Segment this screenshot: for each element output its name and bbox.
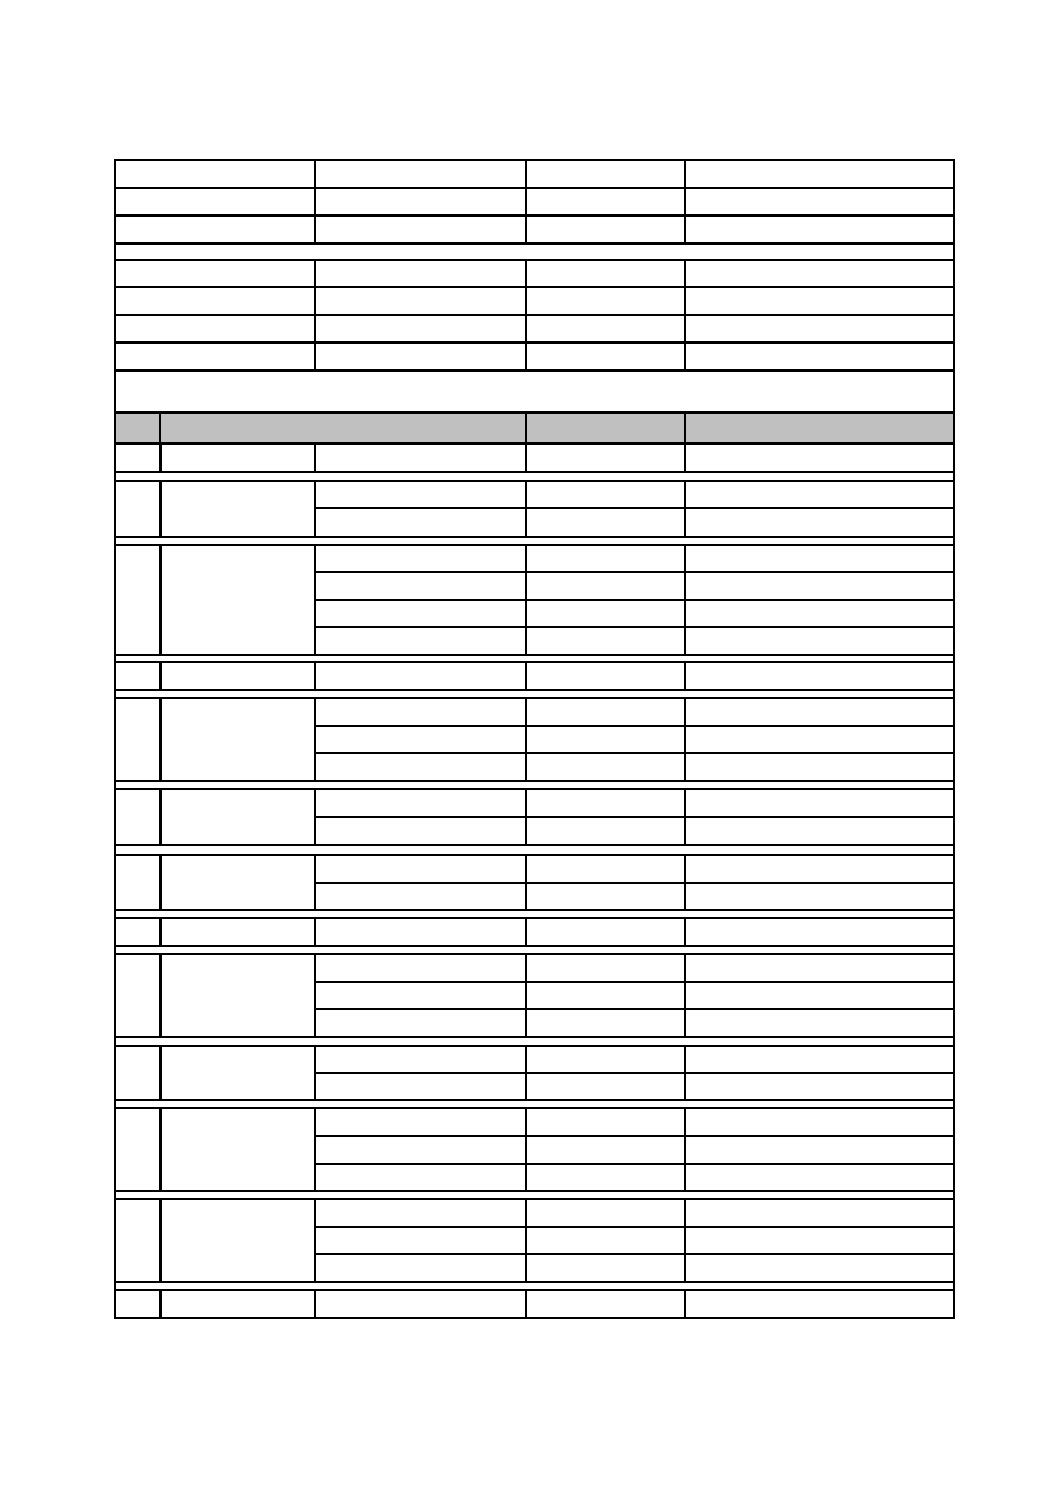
- info-label: [114, 188, 315, 215]
- value-cell: [526, 817, 685, 845]
- grid-line: [114, 544, 955, 546]
- detail-cell: [315, 1290, 526, 1317]
- row-number: [114, 1046, 160, 1100]
- remark-cell: [685, 1136, 955, 1164]
- value-cell: [526, 508, 685, 537]
- grid-line: [684, 954, 686, 1037]
- detail-cell: [315, 1199, 526, 1227]
- grid-line: [114, 844, 955, 846]
- detail-cell: [315, 1108, 526, 1136]
- detail-cell: [315, 883, 526, 910]
- item-name: [160, 789, 315, 845]
- grid-line: [684, 698, 686, 781]
- header-item: [160, 412, 526, 443]
- grid-line: [314, 159, 316, 243]
- grid-line: [114, 788, 955, 790]
- grid-line: [525, 444, 527, 472]
- grid-line: [314, 954, 316, 1037]
- grid-line: [314, 1046, 316, 1100]
- grid-line: [159, 662, 162, 690]
- value-cell: [526, 600, 685, 627]
- grid-line: [114, 443, 955, 445]
- grid-line: [684, 1199, 686, 1282]
- grid-line: [525, 698, 527, 781]
- detail-cell: [315, 789, 526, 817]
- grid-line: [525, 918, 527, 946]
- grid-line: [114, 1107, 955, 1109]
- grid-line: [315, 981, 955, 983]
- info-label: [526, 260, 685, 287]
- value-cell: [526, 1136, 685, 1164]
- value-cell: [526, 444, 685, 472]
- grid-line: [315, 725, 955, 727]
- value-cell: [526, 918, 685, 946]
- detail-cell: [315, 855, 526, 883]
- grid-line: [114, 411, 955, 414]
- remark-cell: [685, 1009, 955, 1037]
- grid-line: [159, 1108, 162, 1191]
- grid-line: [684, 1290, 686, 1317]
- grid-line: [159, 1046, 162, 1100]
- header-no: [114, 412, 160, 443]
- grid-line: [114, 1045, 955, 1047]
- grid-line: [159, 1199, 162, 1282]
- value-cell: [526, 753, 685, 781]
- grid-line: [114, 1036, 955, 1038]
- grid-line: [114, 953, 955, 955]
- grid-line: [114, 661, 955, 663]
- value-cell: [526, 1073, 685, 1100]
- remark-cell: [685, 600, 955, 627]
- grid-line: [315, 752, 955, 754]
- row-number: [114, 481, 160, 537]
- remark-cell: [685, 753, 955, 781]
- detail-cell: [315, 481, 526, 508]
- info-label: [114, 342, 315, 370]
- grid-line: [315, 507, 955, 509]
- info-label: [114, 287, 315, 315]
- remark-cell: [685, 855, 955, 883]
- value-cell: [526, 545, 685, 572]
- note-area: [114, 370, 955, 412]
- remark-cell: [685, 918, 955, 946]
- detail-cell: [315, 1046, 526, 1073]
- grid-line: [314, 789, 316, 845]
- info-value: [685, 161, 955, 188]
- grid-line: [684, 545, 686, 655]
- item-name: [160, 1199, 315, 1282]
- info-value: [315, 287, 526, 315]
- info-label: [526, 342, 685, 370]
- grid-line: [525, 412, 527, 443]
- grid-line: [315, 626, 955, 628]
- grid-line: [315, 599, 955, 601]
- detail-cell: [315, 545, 526, 572]
- info-value: [685, 342, 955, 370]
- info-value: [315, 260, 526, 287]
- detail-cell: [315, 954, 526, 982]
- grid-line: [114, 286, 955, 288]
- remark-cell: [685, 789, 955, 817]
- grid-line: [315, 1072, 955, 1074]
- detail-cell: [315, 1136, 526, 1164]
- detail-cell: [315, 982, 526, 1009]
- grid-line: [159, 481, 162, 537]
- detail-cell: [315, 817, 526, 845]
- remark-cell: [685, 545, 955, 572]
- grid-line: [114, 1099, 955, 1101]
- detail-cell: [315, 508, 526, 537]
- grid-line: [159, 855, 162, 910]
- remark-cell: [685, 1199, 955, 1227]
- remark-cell: [685, 1227, 955, 1254]
- detail-cell: [315, 918, 526, 946]
- item-name: [160, 1290, 315, 1317]
- value-cell: [526, 627, 685, 655]
- item-name: [160, 1046, 315, 1100]
- grid-line: [159, 444, 162, 472]
- remark-cell: [685, 1073, 955, 1100]
- grid-line: [525, 1290, 527, 1317]
- grid-line: [525, 1046, 527, 1100]
- info-label: [526, 161, 685, 188]
- header-col3: [526, 412, 685, 443]
- item-name: [160, 855, 315, 910]
- detail-cell: [315, 1073, 526, 1100]
- detail-cell: [315, 1227, 526, 1254]
- grid-line: [114, 854, 955, 856]
- grid-line: [114, 654, 955, 656]
- detail-cell: [315, 572, 526, 600]
- grid-line: [684, 444, 686, 472]
- grid-line: [159, 954, 162, 1037]
- remark-cell: [685, 662, 955, 690]
- value-cell: [526, 726, 685, 753]
- remark-cell: [685, 627, 955, 655]
- value-cell: [526, 1199, 685, 1227]
- remark-cell: [685, 726, 955, 753]
- grid-line: [684, 789, 686, 845]
- info-value: [685, 287, 955, 315]
- grid-line: [314, 545, 316, 655]
- grid-line: [114, 187, 955, 189]
- info-label: [526, 315, 685, 342]
- grid-line: [684, 1108, 686, 1191]
- info-label: [526, 287, 685, 315]
- value-cell: [526, 698, 685, 726]
- grid-line: [159, 698, 162, 781]
- value-cell: [526, 572, 685, 600]
- value-cell: [526, 1290, 685, 1317]
- detail-cell: [315, 444, 526, 472]
- value-cell: [526, 481, 685, 508]
- grid-line: [525, 260, 527, 370]
- grid-line: [525, 159, 527, 243]
- grid-line: [315, 1135, 955, 1137]
- item-name: [160, 954, 315, 1037]
- remark-cell: [685, 1254, 955, 1282]
- grid-line: [314, 1199, 316, 1282]
- grid-line: [114, 314, 955, 316]
- grid-line: [114, 697, 955, 699]
- grid-line: [525, 789, 527, 845]
- row-number: [114, 1199, 160, 1282]
- value-cell: [526, 982, 685, 1009]
- info-label: [526, 188, 685, 215]
- grid-line: [314, 662, 316, 690]
- grid-line: [684, 1046, 686, 1100]
- spacer-row: [114, 243, 955, 260]
- info-label: [114, 315, 315, 342]
- detail-cell: [315, 1254, 526, 1282]
- grid-line: [315, 1253, 955, 1255]
- grid-line: [114, 242, 955, 245]
- grid-line: [525, 954, 527, 1037]
- grid-line: [314, 260, 316, 370]
- grid-line: [114, 1190, 955, 1192]
- value-cell: [526, 662, 685, 690]
- value-cell: [526, 1009, 685, 1037]
- info-value: [315, 315, 526, 342]
- info-value: [315, 188, 526, 215]
- row-number: [114, 698, 160, 781]
- grid-line: [684, 662, 686, 690]
- grid-line: [114, 471, 955, 473]
- value-cell: [526, 954, 685, 982]
- grid-line: [314, 481, 316, 537]
- grid-line: [314, 855, 316, 910]
- grid-line: [114, 780, 955, 782]
- grid-line: [159, 918, 162, 946]
- info-label: [114, 260, 315, 287]
- detail-cell: [315, 600, 526, 627]
- remark-cell: [685, 481, 955, 508]
- info-value: [685, 260, 955, 287]
- remark-cell: [685, 982, 955, 1009]
- grid-line: [525, 1199, 527, 1282]
- remark-cell: [685, 572, 955, 600]
- grid-line: [315, 1163, 955, 1165]
- grid-line: [525, 855, 527, 910]
- grid-line: [684, 159, 686, 243]
- row-number: [114, 662, 160, 690]
- grid-line: [314, 698, 316, 781]
- remark-cell: [685, 954, 955, 982]
- detail-cell: [315, 1164, 526, 1191]
- value-cell: [526, 883, 685, 910]
- value-cell: [526, 1164, 685, 1191]
- remark-cell: [685, 817, 955, 845]
- row-number: [114, 545, 160, 655]
- info-value: [315, 342, 526, 370]
- grid-line: [114, 1198, 955, 1200]
- row-number: [114, 918, 160, 946]
- grid-line: [114, 1289, 955, 1291]
- grid-line: [315, 1226, 955, 1228]
- grid-line: [314, 1108, 316, 1191]
- grid-line: [159, 789, 162, 845]
- grid-line: [315, 1008, 955, 1010]
- detail-cell: [315, 1009, 526, 1037]
- row-number: [114, 954, 160, 1037]
- item-name: [160, 545, 315, 655]
- grid-line: [315, 816, 955, 818]
- row-number: [114, 1290, 160, 1317]
- remark-cell: [685, 883, 955, 910]
- item-name: [160, 481, 315, 537]
- grid-line: [684, 918, 686, 946]
- grid-line: [114, 1281, 955, 1283]
- grid-line: [114, 917, 955, 919]
- grid-line: [684, 260, 686, 370]
- item-name: [160, 1108, 315, 1191]
- info-value: [685, 188, 955, 215]
- value-cell: [526, 855, 685, 883]
- grid-line: [159, 412, 161, 443]
- row-number: [114, 1108, 160, 1191]
- remark-cell: [685, 444, 955, 472]
- remark-cell: [685, 508, 955, 537]
- grid-line: [525, 662, 527, 690]
- row-number: [114, 855, 160, 910]
- grid-line: [114, 536, 955, 538]
- detail-cell: [315, 627, 526, 655]
- item-name: [160, 698, 315, 781]
- grid-line: [684, 412, 686, 443]
- remark-cell: [685, 698, 955, 726]
- row-number: [114, 444, 160, 472]
- detail-cell: [315, 726, 526, 753]
- item-name: [160, 662, 315, 690]
- detail-cell: [315, 662, 526, 690]
- item-name: [160, 918, 315, 946]
- grid-line: [314, 918, 316, 946]
- grid-line: [525, 545, 527, 655]
- grid-line: [114, 214, 955, 217]
- grid-line: [114, 480, 955, 482]
- grid-line: [315, 882, 955, 884]
- grid-line: [159, 545, 162, 655]
- value-cell: [526, 1108, 685, 1136]
- info-label: [114, 161, 315, 188]
- grid-line: [684, 481, 686, 537]
- grid-line: [114, 909, 955, 911]
- remark-cell: [685, 1108, 955, 1136]
- value-cell: [526, 1254, 685, 1282]
- grid-line: [114, 341, 955, 344]
- value-cell: [526, 1227, 685, 1254]
- row-number: [114, 789, 160, 845]
- detail-cell: [315, 698, 526, 726]
- grid-line: [525, 481, 527, 537]
- grid-line: [114, 259, 955, 261]
- grid-line: [684, 855, 686, 910]
- grid-line: [159, 1290, 162, 1317]
- grid-line: [114, 945, 955, 947]
- info-value: [685, 315, 955, 342]
- value-cell: [526, 1046, 685, 1073]
- grid-line: [525, 1108, 527, 1191]
- header-col4: [685, 412, 955, 443]
- grid-line: [314, 1290, 316, 1317]
- grid-line: [315, 571, 955, 573]
- grid-line: [114, 689, 955, 691]
- remark-cell: [685, 1046, 955, 1073]
- remark-cell: [685, 1290, 955, 1317]
- grid-line: [314, 444, 316, 472]
- info-value: [315, 161, 526, 188]
- value-cell: [526, 789, 685, 817]
- grid-line: [114, 369, 955, 372]
- remark-cell: [685, 1164, 955, 1191]
- detail-cell: [315, 753, 526, 781]
- item-name: [160, 444, 315, 472]
